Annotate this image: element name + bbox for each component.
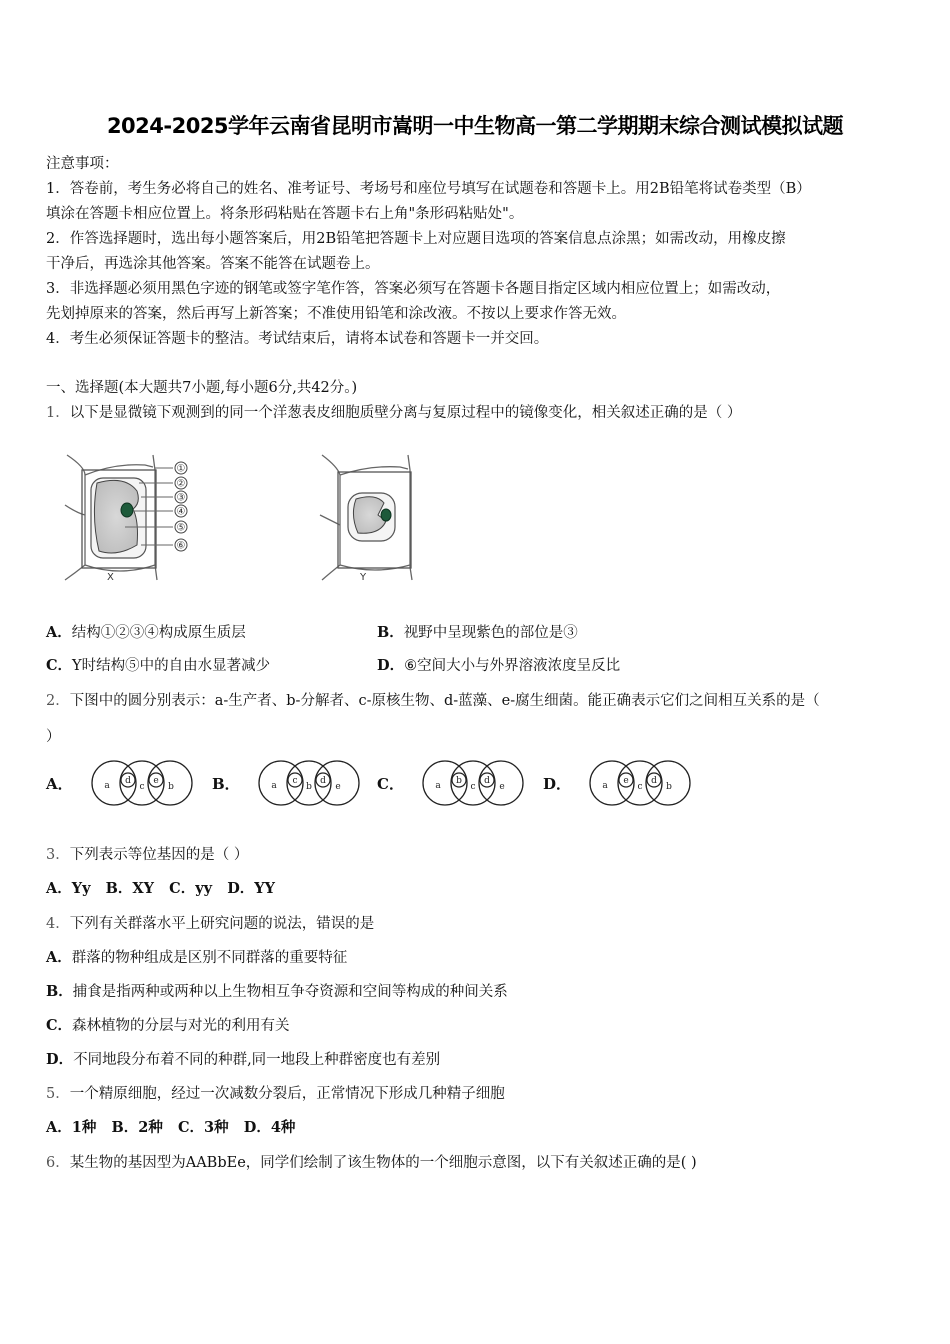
venn-option-b: B． a c b d e <box>212 758 376 808</box>
notice-line: 3．非选择题必须用黑色字迹的钢笔或签字笔作答，答案必须写在答题卡各题目指定区域内相应位置上；如需改动， <box>46 281 781 297</box>
question-3-options: A．Yy B．XY C．yy D．YY <box>46 880 275 897</box>
option-b: B．捕食是指两种或两种以上生物相互争夺资源和空间等构成的种间关系 <box>46 983 508 1000</box>
svg-text:b: b <box>305 782 312 792</box>
exam-title: 2024-2025学年云南省昆明市嵩明一中生物高一第二学期期末综合测试模拟试题 <box>106 114 844 138</box>
question-text: 以下是显微镜下观测到的同一个洋葱表皮细胞质壁分离与复原过程中的镜像变化，相关叙述正确的是（ ） <box>69 405 742 421</box>
svg-text:a: a <box>271 781 277 791</box>
svg-text:a: a <box>602 781 608 791</box>
question-number: 5． <box>46 1086 70 1102</box>
question-3 <box>46 843 248 864</box>
notice-heading: 注意事项： <box>46 156 119 172</box>
notice-line: 4．考生必须保证答题卡的整洁。考试结束后，请将本试卷和答题卡一并交回。 <box>46 331 549 347</box>
svg-text:d: d <box>484 776 490 786</box>
question-text: 一个精原细胞，经过一次减数分裂后，正常情况下形成几种精子细胞 <box>69 1086 505 1102</box>
cell-plasmolysis-figure <box>55 445 435 590</box>
svg-text:e: e <box>623 776 629 786</box>
question-1 <box>46 401 741 422</box>
question-text: 下图中的圆分别表示：a-生产者、b-分解者、c-原核生物、d-蓝藻、e-腐生细菌。能正确表示它们之间相互关系的是（ <box>69 693 820 709</box>
question-number: 6． <box>46 1155 70 1171</box>
svg-text:b: b <box>167 782 174 792</box>
svg-text:①: ① <box>176 463 186 475</box>
option-b: B．视野中呈现紫色的部位是③ <box>377 624 578 641</box>
svg-text:⑤: ⑤ <box>176 522 186 534</box>
question-number: 2． <box>46 693 70 709</box>
svg-text:c: c <box>139 782 145 792</box>
question-5 <box>46 1082 505 1103</box>
option-d: D．⑥空间大小与外界溶液浓度呈反比 <box>377 657 621 674</box>
svg-text:d: d <box>124 776 131 786</box>
question-4 <box>46 912 374 933</box>
svg-text:④: ④ <box>176 506 186 518</box>
question-2-cont: ） <box>46 729 61 745</box>
cell-y <box>320 455 412 583</box>
svg-text:②: ② <box>176 478 186 490</box>
svg-text:a: a <box>103 781 110 791</box>
q1-options-row-1 <box>46 621 578 642</box>
question-2 <box>46 689 820 710</box>
question-text: 下列表示等位基因的是（ ） <box>69 847 249 863</box>
venn-option-d: D． a e c d b <box>543 758 707 808</box>
question-text: 某生物的基因型为AABbEe，同学们绘制了该生物体的一个细胞示意图，以下有关叙述正确的是( ) <box>69 1155 697 1171</box>
option-c: C．Y时结构⑤中的自由水显著减少 <box>46 657 271 674</box>
section-heading: 一、选择题(本大题共7小题,每小题6分,共42分。) <box>46 380 358 396</box>
notice-line: 干净后，再选涂其他答案。答案不能答在试题卷上。 <box>46 256 380 272</box>
svg-text:⑥: ⑥ <box>176 540 186 552</box>
option-a: A．群落的物种组成是区别不同群落的重要特征 <box>46 949 348 966</box>
svg-text:③: ③ <box>176 492 186 504</box>
svg-text:e: e <box>152 776 159 786</box>
question-5-options: A．1种 B．2种 C．3种 D．4种 <box>46 1119 296 1136</box>
svg-text:d: d <box>319 776 326 786</box>
notice-line: 1．答卷前，考生务必将自己的姓名、准考证号、考场号和座位号填写在试题卷和答题卡上。用2B铅笔将试卷类型（B） <box>46 181 811 197</box>
option-c: C．森林植物的分层与对光的利用有关 <box>46 1017 290 1034</box>
question-text: 下列有关群落水平上研究问题的说法，错误的是 <box>69 916 375 932</box>
svg-text:b: b <box>666 782 672 792</box>
venn-option-a: A． a d c e b <box>46 758 209 808</box>
svg-text:e: e <box>499 782 505 792</box>
svg-text:a: a <box>435 781 441 791</box>
venn-option-c: C． a b c d e <box>377 758 540 808</box>
svg-text:c: c <box>470 782 476 792</box>
cell-y-label: Y <box>360 572 367 583</box>
notice-line: 填涂在答题卡相应位置上。将条形码粘贴在答题卡右上角"条形码粘贴处"。 <box>46 206 524 222</box>
notice-line: 2．作答选择题时，选出每小题答案后，用2B铅笔把答题卡上对应题目选项的答案信息点涂黑；如需改动，用橡皮擦 <box>46 231 786 247</box>
svg-text:e: e <box>335 782 341 792</box>
svg-text:c: c <box>637 782 643 792</box>
svg-text:c: c <box>292 776 298 786</box>
notice-line: 先划掉原来的答案，然后再写上新答案；不准使用铅笔和涂改液。不按以上要求作答无效。 <box>46 306 626 322</box>
question-number: 1． <box>46 405 70 421</box>
question-number: 3． <box>46 847 70 863</box>
svg-text:d: d <box>651 776 657 786</box>
question-number: 4． <box>46 916 70 932</box>
cell-x <box>65 455 187 583</box>
cell-x-label: X <box>107 572 114 583</box>
option-a: A．结构①②③④构成原生质层 <box>46 624 246 641</box>
q1-options-row-2 <box>46 654 621 675</box>
option-d: D．不同地段分布着不同的种群,同一地段上种群密度也有差别 <box>46 1051 441 1068</box>
question-6 <box>46 1151 697 1172</box>
svg-text:b: b <box>456 776 462 786</box>
